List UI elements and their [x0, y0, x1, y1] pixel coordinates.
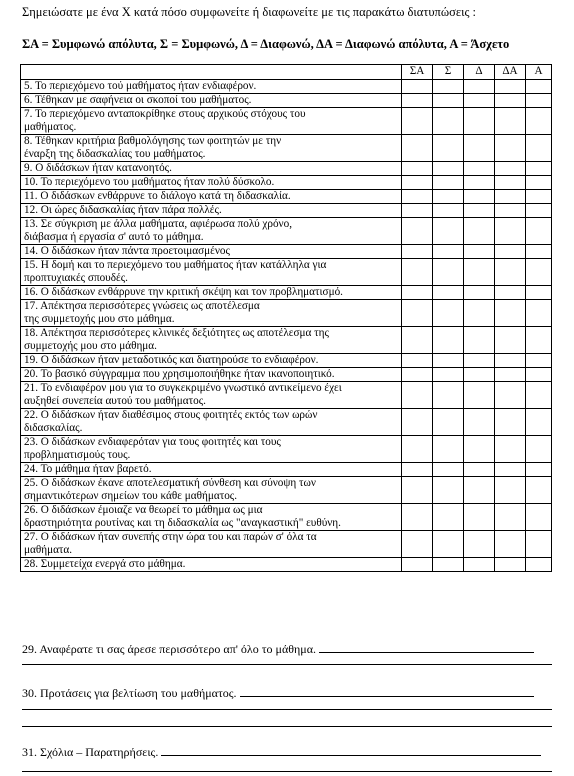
table-row [21, 80, 552, 94]
statement-text: 13. Σε σύγκριση με άλλα μαθήματα, αφιέρωσα πολύ χρόνο, [24, 218, 293, 230]
table-row [21, 176, 552, 190]
table-row [21, 259, 552, 286]
instructions-text: Σημειώσατε με ένα Χ κατά πόσο συμφωνείτε ή διαφωνείτε με τις παρακάτω διατυπώσεις : [22, 5, 476, 19]
rating-checkbox-cell[interactable] [495, 135, 526, 162]
rating-checkbox-cell[interactable] [402, 245, 433, 259]
rating-checkbox-cell[interactable] [464, 259, 495, 286]
rating-checkbox-cell[interactable] [433, 176, 464, 190]
rating-checkbox-cell[interactable] [402, 477, 433, 504]
rating-checkbox-cell[interactable] [495, 176, 526, 190]
rating-checkbox-cell[interactable] [402, 382, 433, 409]
rating-checkbox-cell[interactable] [495, 162, 526, 176]
statement-text: προπτυχιακές σπουδές. [24, 272, 128, 284]
questionnaire-table [20, 64, 552, 572]
rating-checkbox-cell[interactable] [402, 176, 433, 190]
statement-cell [21, 382, 402, 409]
rating-checkbox-cell[interactable] [526, 504, 552, 531]
statement-text: 7. Το περιεχόμενο ανταποκρίθηκε στους αρχικούς στόχους του [24, 108, 306, 120]
rating-checkbox-cell[interactable] [402, 327, 433, 354]
statement-text: 10. Το περιεχόμενο του μαθήματος ήταν πολύ δύσκολο. [24, 176, 275, 188]
statement-cell [21, 327, 402, 354]
rating-checkbox-cell[interactable] [433, 436, 464, 463]
statement-text: 17. Απέκτησα περισσότερες γνώσεις ως αποτέλεσμα [24, 300, 260, 312]
statement-cell [21, 162, 402, 176]
rating-checkbox-cell[interactable] [402, 162, 433, 176]
statement-cell [21, 108, 402, 135]
rating-checkbox-cell[interactable] [495, 463, 526, 477]
rating-checkbox-cell[interactable] [433, 531, 464, 558]
rating-checkbox-cell[interactable] [495, 382, 526, 409]
statement-text: 22. Ο διδάσκων ήταν διαθέσιμος στους φοιτητές εκτός των ωρών [24, 409, 318, 421]
rating-checkbox-cell[interactable] [433, 162, 464, 176]
rating-checkbox-cell[interactable] [526, 477, 552, 504]
rating-checkbox-cell[interactable] [402, 259, 433, 286]
rating-checkbox-cell[interactable] [402, 463, 433, 477]
rating-checkbox-cell[interactable] [433, 190, 464, 204]
statement-cell [21, 368, 402, 382]
rating-checkbox-cell[interactable] [495, 204, 526, 218]
statement-text: έναρξη της διδασκαλίας του μαθήματος. [24, 148, 206, 160]
rating-checkbox-cell[interactable] [495, 190, 526, 204]
rating-checkbox-cell[interactable] [402, 80, 433, 94]
rating-checkbox-cell[interactable] [433, 259, 464, 286]
rating-checkbox-cell[interactable] [526, 204, 552, 218]
table-row [21, 108, 552, 135]
statement-text: 25. Ο διδάσκων έκανε αποτελεσματική σύνθεση και σύνοψη των [24, 477, 316, 489]
rating-checkbox-cell[interactable] [464, 409, 495, 436]
rating-checkbox-cell[interactable] [402, 190, 433, 204]
statement-text: προβληματισμούς τους. [24, 449, 131, 461]
statement-text: 9. Ο διδάσκων ήταν κατανοητός. [24, 162, 172, 174]
statement-text: 26. Ο διδάσκων έμοιαζε να θεωρεί το μάθημα ως μια [24, 504, 263, 516]
rating-checkbox-cell[interactable] [526, 135, 552, 162]
rating-checkbox-cell[interactable] [464, 463, 495, 477]
rating-column-header: Α [526, 65, 552, 80]
rating-checkbox-cell[interactable] [433, 504, 464, 531]
rating-checkbox-cell[interactable] [526, 300, 552, 327]
rating-checkbox-cell[interactable] [495, 477, 526, 504]
statement-text: 19. Ο διδάσκων ήταν μεταδοτικός και διατηρούσε το ενδιαφέρον. [24, 354, 319, 366]
table-row [21, 436, 552, 463]
statement-cell [21, 477, 402, 504]
question-29-label: 29. Αναφέρατε τι σας άρεσε περισσότερο απ' όλο το μάθημα. [22, 642, 317, 656]
rating-checkbox-cell[interactable] [495, 327, 526, 354]
rating-checkbox-cell[interactable] [526, 162, 552, 176]
table-row [21, 504, 552, 531]
rating-checkbox-cell[interactable] [402, 94, 433, 108]
rating-checkbox-cell[interactable] [495, 436, 526, 463]
rating-checkbox-cell[interactable] [402, 218, 433, 245]
statement-cell [21, 259, 402, 286]
question-31-answer-line[interactable] [161, 754, 541, 756]
table-row [21, 463, 552, 477]
rating-checkbox-cell[interactable] [464, 436, 495, 463]
rating-checkbox-cell[interactable] [402, 409, 433, 436]
rating-column-header: Σ [433, 65, 464, 80]
statement-cell [21, 94, 402, 108]
rating-checkbox-cell[interactable] [464, 327, 495, 354]
rating-checkbox-cell[interactable] [526, 409, 552, 436]
statement-cell [21, 504, 402, 531]
statement-text: 11. Ο διδάσκων ενθάρρυνε το διάλογο κατά τη διδασκαλία. [24, 190, 291, 202]
rating-checkbox-cell[interactable] [464, 531, 495, 558]
table-row [21, 382, 552, 409]
rating-checkbox-cell[interactable] [464, 382, 495, 409]
rating-checkbox-cell[interactable] [495, 558, 526, 572]
rating-checkbox-cell[interactable] [495, 245, 526, 259]
table-row [21, 218, 552, 245]
statement-cell [21, 80, 402, 94]
table-row [21, 477, 552, 504]
rating-checkbox-cell[interactable] [526, 286, 552, 300]
rating-checkbox-cell[interactable] [464, 204, 495, 218]
rating-checkbox-cell[interactable] [433, 218, 464, 245]
statement-text: 12. Οι ώρες διδασκαλίας ήταν πάρα πολλές. [24, 204, 222, 216]
rating-checkbox-cell[interactable] [495, 354, 526, 368]
table-row [21, 531, 552, 558]
rating-checkbox-cell[interactable] [464, 354, 495, 368]
question-31-label: 31. Σχόλια – Παρατηρήσεις. [22, 745, 159, 759]
rating-checkbox-cell[interactable] [433, 409, 464, 436]
rating-checkbox-cell[interactable] [433, 558, 464, 572]
statement-text: 14. Ο διδάσκων ήταν πάντα προετοιμασμένος [24, 245, 230, 257]
rating-checkbox-cell[interactable] [495, 94, 526, 108]
statement-text: σημαντικότερων σημείων του κάθε μαθήματος. [24, 490, 238, 502]
rating-checkbox-cell[interactable] [433, 286, 464, 300]
statement-text: 6. Τέθηκαν με σαφήνεια οι σκοποί του μαθήματος. [24, 94, 252, 106]
rating-checkbox-cell[interactable] [464, 190, 495, 204]
rating-checkbox-cell[interactable] [526, 80, 552, 94]
question-30-answer-line[interactable] [240, 695, 534, 697]
rating-checkbox-cell[interactable] [433, 354, 464, 368]
rating-column-header: ΔΑ [495, 65, 526, 80]
statement-cell [21, 409, 402, 436]
rating-checkbox-cell[interactable] [526, 382, 552, 409]
table-row [21, 245, 552, 259]
rating-checkbox-cell[interactable] [464, 558, 495, 572]
rating-checkbox-cell[interactable] [464, 504, 495, 531]
rating-checkbox-cell[interactable] [526, 368, 552, 382]
statement-text: 27. Ο διδάσκων ήταν συνεπής στην ώρα του και παρών σ' όλα τα [24, 531, 317, 543]
rating-checkbox-cell[interactable] [464, 94, 495, 108]
statement-text: δραστηριότητα ρουτίνας και τη διδασκαλία ως "αναγκαστική" ευθύνη. [24, 517, 341, 529]
table-row [21, 354, 552, 368]
question-31 [22, 745, 541, 760]
rating-checkbox-cell[interactable] [433, 463, 464, 477]
rating-checkbox-cell[interactable] [464, 245, 495, 259]
statement-text: 8. Τέθηκαν κριτήρια βαθμολόγησης των φοιτητών με την [24, 135, 282, 147]
table-row [21, 204, 552, 218]
statement-text: 16. Ο διδάσκων ενθάρρυνε την κριτική σκέψη και τον προβληματισμό. [24, 286, 343, 298]
rating-checkbox-cell[interactable] [526, 259, 552, 286]
rating-checkbox-cell[interactable] [464, 286, 495, 300]
question-30-label: 30. Προτάσεις για βελτίωση του μαθήματος. [22, 686, 237, 700]
statement-text: 23. Ο διδάσκων ενδιαφερόταν για τους φοιτητές και τους [24, 436, 281, 448]
question-29 [22, 642, 534, 657]
rating-checkbox-cell[interactable] [464, 108, 495, 135]
rating-checkbox-cell[interactable] [464, 80, 495, 94]
rating-checkbox-cell[interactable] [433, 327, 464, 354]
statement-text: αυξηθεί συνεπεία αυτού του μαθήματος. [24, 395, 206, 407]
question-29-answer-line[interactable] [319, 651, 534, 653]
rating-checkbox-cell[interactable] [433, 204, 464, 218]
rating-checkbox-cell[interactable] [495, 368, 526, 382]
rating-checkbox-cell[interactable] [433, 368, 464, 382]
rating-checkbox-cell[interactable] [526, 176, 552, 190]
statement-text: διάβασμα ή εργασία σ' αυτό το μάθημα. [24, 231, 204, 243]
rating-checkbox-cell[interactable] [495, 531, 526, 558]
rating-checkbox-cell[interactable] [526, 436, 552, 463]
statement-cell [21, 463, 402, 477]
rating-checkbox-cell[interactable] [464, 135, 495, 162]
question-30-answer-line-3[interactable] [22, 726, 552, 727]
rating-checkbox-cell[interactable] [526, 218, 552, 245]
statement-cell [21, 218, 402, 245]
rating-checkbox-cell[interactable] [526, 245, 552, 259]
rating-checkbox-cell[interactable] [402, 354, 433, 368]
rating-checkbox-cell[interactable] [402, 204, 433, 218]
rating-checkbox-cell[interactable] [495, 300, 526, 327]
statement-text: 20. Το βασικό σύγγραμμα που χρησιμοποιήθηκε ήταν ικανοποιητικό. [24, 368, 335, 380]
statement-column-header [21, 65, 402, 80]
statement-text: 28. Συμμετείχα ενεργά στο μάθημα. [24, 558, 186, 570]
rating-checkbox-cell[interactable] [402, 286, 433, 300]
rating-checkbox-cell[interactable] [526, 108, 552, 135]
rating-checkbox-cell[interactable] [495, 108, 526, 135]
statement-cell [21, 531, 402, 558]
statement-cell [21, 300, 402, 327]
table-row [21, 300, 552, 327]
rating-checkbox-cell[interactable] [402, 300, 433, 327]
rating-checkbox-cell[interactable] [402, 368, 433, 382]
statement-text: 24. Το μάθημα ήταν βαρετό. [24, 463, 152, 475]
statement-text: διδασκαλίας. [24, 422, 83, 434]
rating-checkbox-cell[interactable] [464, 368, 495, 382]
question-30 [22, 686, 534, 701]
rating-checkbox-cell[interactable] [464, 162, 495, 176]
rating-checkbox-cell[interactable] [495, 80, 526, 94]
table-row [21, 135, 552, 162]
rating-checkbox-cell[interactable] [433, 245, 464, 259]
rating-checkbox-cell[interactable] [526, 463, 552, 477]
question-31-answer-line-2[interactable] [22, 771, 552, 772]
rating-legend: ΣΑ = Συμφωνώ απόλυτα, Σ = Συμφωνώ, Δ = Διαφωνώ, ΔΑ = Διαφωνώ απόλυτα, Α = Άσχετο [22, 37, 510, 51]
statement-cell [21, 436, 402, 463]
rating-checkbox-cell[interactable] [402, 504, 433, 531]
rating-checkbox-cell[interactable] [526, 531, 552, 558]
table-row [21, 190, 552, 204]
table-row [21, 286, 552, 300]
rating-checkbox-cell[interactable] [402, 436, 433, 463]
rating-checkbox-cell[interactable] [402, 558, 433, 572]
rating-checkbox-cell[interactable] [433, 300, 464, 327]
statement-text: 5. Το περιεχόμενο τού μαθήματος ήταν ενδιαφέρον. [24, 80, 257, 92]
rating-checkbox-cell[interactable] [464, 300, 495, 327]
statement-text: της συμμετοχής μου στο μάθημα. [24, 313, 175, 325]
statement-cell [21, 354, 402, 368]
rating-checkbox-cell[interactable] [433, 382, 464, 409]
table-row [21, 368, 552, 382]
rating-checkbox-cell[interactable] [526, 190, 552, 204]
statement-cell [21, 558, 402, 572]
question-29-answer-line-2[interactable] [22, 664, 552, 665]
rating-checkbox-cell[interactable] [402, 531, 433, 558]
statement-cell [21, 190, 402, 204]
rating-checkbox-cell[interactable] [526, 558, 552, 572]
table-header-row [21, 65, 552, 80]
table-row [21, 409, 552, 436]
statement-text: μαθήματα. [24, 544, 73, 556]
rating-checkbox-cell[interactable] [433, 94, 464, 108]
table-row [21, 327, 552, 354]
rating-column-header: ΣΑ [402, 65, 433, 80]
rating-checkbox-cell[interactable] [433, 135, 464, 162]
table-row [21, 94, 552, 108]
statement-text: 15. Η δομή και το περιεχόμενο του μαθήματος ήταν κατάλληλα για [24, 259, 327, 271]
statement-cell [21, 245, 402, 259]
rating-checkbox-cell[interactable] [402, 108, 433, 135]
rating-checkbox-cell[interactable] [526, 94, 552, 108]
statement-cell [21, 135, 402, 162]
statement-cell [21, 204, 402, 218]
statement-text: 21. Το ενδιαφέρον μου για το συγκεκριμένο γνωστικό αντικείμενο έχει [24, 382, 342, 394]
rating-checkbox-cell[interactable] [433, 477, 464, 504]
rating-checkbox-cell[interactable] [495, 504, 526, 531]
rating-column-header: Δ [464, 65, 495, 80]
question-30-answer-line-2[interactable] [22, 709, 552, 710]
rating-checkbox-cell[interactable] [464, 176, 495, 190]
statement-cell [21, 176, 402, 190]
rating-checkbox-cell[interactable] [433, 80, 464, 94]
rating-checkbox-cell[interactable] [495, 286, 526, 300]
rating-checkbox-cell[interactable] [495, 259, 526, 286]
rating-checkbox-cell[interactable] [495, 218, 526, 245]
table-row [21, 558, 552, 572]
rating-checkbox-cell[interactable] [464, 218, 495, 245]
rating-checkbox-cell[interactable] [526, 327, 552, 354]
statement-text: 18. Απέκτησα περισσότερες κλινικές δεξιότητες ως αποτέλεσμα της [24, 327, 329, 339]
statement-cell [21, 286, 402, 300]
rating-checkbox-cell[interactable] [402, 135, 433, 162]
statement-text: συμμετοχής μου στο μάθημα. [24, 340, 157, 352]
rating-checkbox-cell[interactable] [464, 477, 495, 504]
statement-text: μαθήματος. [24, 121, 77, 133]
table-row [21, 162, 552, 176]
rating-checkbox-cell[interactable] [495, 409, 526, 436]
rating-checkbox-cell[interactable] [433, 108, 464, 135]
rating-checkbox-cell[interactable] [526, 354, 552, 368]
